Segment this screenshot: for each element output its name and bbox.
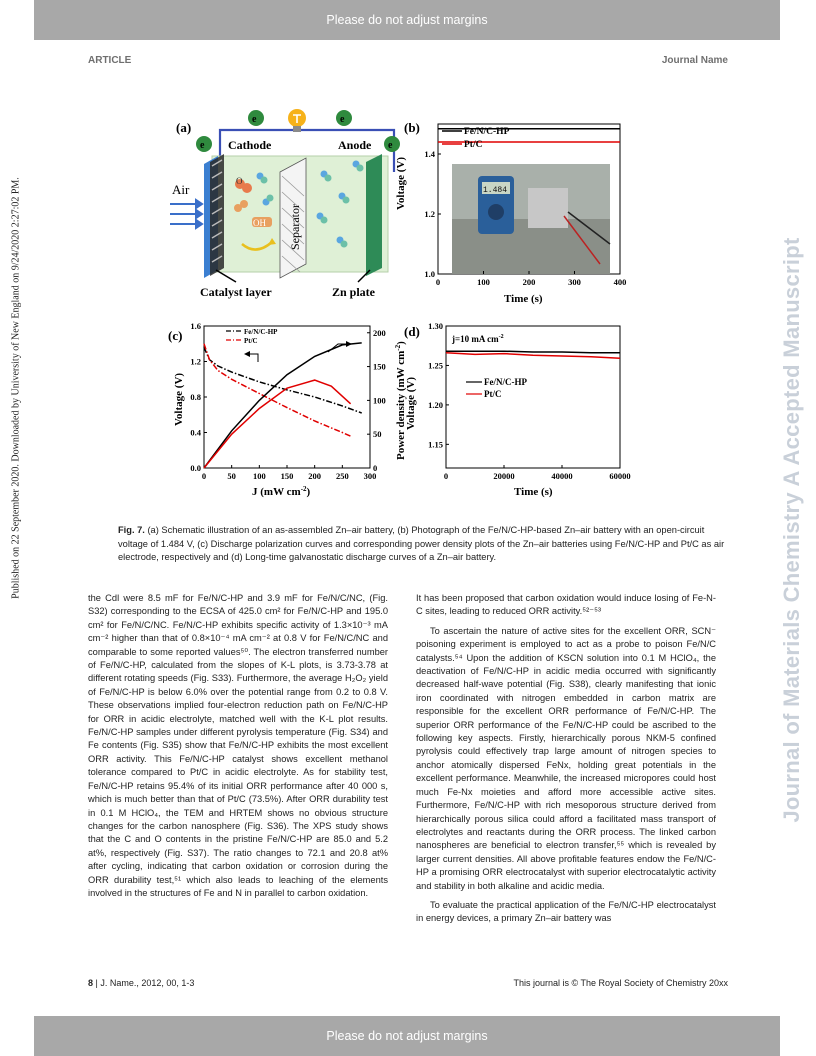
x-tick-label: 100	[252, 471, 266, 481]
electron-label-1: e	[252, 114, 257, 125]
y-tick-label: 1.2	[424, 209, 435, 219]
header-article: ARTICLE	[88, 55, 132, 66]
axis-arrow-left	[250, 354, 258, 362]
side-publication-note	[2, 88, 30, 688]
y-tick-label: 1.20	[428, 399, 443, 410]
x-tick-label: 60000	[609, 471, 631, 481]
y2-tick-label: 0	[373, 463, 378, 473]
electron-label-4: e	[388, 140, 393, 151]
footer-left	[88, 978, 194, 988]
air-label: Air	[172, 182, 190, 197]
y-tick-label: 0.0	[190, 463, 201, 473]
page-footer	[88, 978, 728, 988]
panel-c-xlabel: J (mW $cm^{-2}$)	[252, 485, 311, 498]
banner-text: Please do not adjust margins	[326, 13, 488, 27]
electron-label-2: e	[340, 114, 345, 125]
publication-note-text: Published on 22 September 2020. Downloaded by University of New England on 9/24/2020 2:27:02 PM.	[10, 177, 22, 599]
figure-caption	[118, 524, 728, 565]
panel-d-annotation: j=10 mA $cm^{-2}$	[452, 334, 504, 344]
panel-c-legend	[226, 328, 278, 345]
running-header	[88, 55, 728, 66]
panel-d-frame	[446, 326, 620, 468]
legend-b-fe: Fe/N/C-HP	[464, 127, 510, 137]
y-tick-label: 1.4	[424, 149, 435, 159]
legend-c-pt: Pt/C	[244, 337, 258, 345]
series-d-1	[446, 353, 620, 359]
separator-label: Separator	[288, 204, 302, 250]
meter-reading: 1.484	[483, 186, 508, 195]
x-tick-label: 300	[363, 471, 377, 481]
right-paragraph-1: It has been proposed that carbon oxidation would induce losing of Fe-N-C sites, leading to reduced ORR activity.⁵²⁻⁵³	[416, 593, 716, 617]
panel-c-label: (c)	[168, 328, 183, 343]
panel-d-ylabel: Voltage (V)	[405, 376, 417, 430]
footer-journal-ref: | J. Name., 2012, 00, 1-3	[93, 978, 195, 988]
anode-label: Anode	[338, 138, 372, 152]
side-watermark	[772, 140, 812, 920]
y-tick-label: 0.8	[190, 392, 201, 402]
panel-d-xlabel: Time (s)	[514, 486, 553, 498]
y-tick-label: 1.15	[428, 439, 443, 450]
panel-c-ylabel-left: Voltage (V)	[173, 372, 185, 426]
right-paragraph-3: To evaluate the practical application of the Fe/N/C-HP electrocatalyst in energy devices, a primary Zn–air battery was	[416, 899, 716, 924]
page-number: 8	[88, 978, 94, 988]
left-paragraph: the Cdl were 8.5 mF for Fe/N/C-HP and 3.9 mF for Fe/N/C/NC, (Fig. S32) corresponding to the ECSA of 425.0 cm² for Fe/N/C-HP and 195.0 cm² for Fe/N/C/NC. Fe/N/C-HP exhibits specific activity of 1.3×10⁻³ mA cm⁻² higher than that of 0.8×10⁻⁴ mA cm⁻² at 0.8 V for Fe/N/C/NC and comparable to some reported values⁵⁰. The electron transferred number of Fe/N/C-HP, calculated from the slopes of K-L plots, is 3.73-3.78 at different rotating speeds (Fig. S33). Furthermore, the average H₂O₂ yield of Fe/N/C-HP is below 6.0% over the potential range from 0.2 to 0.8 V. These observations implied four-electron reduction path on Fe/N/C-HP for ORR in acidic electrolyte, matched well with the K-L plot results. Fe/N/C-HP samples under different pyrolysis temperature (Fig. S34) and Fe contents (Fig. S35) show that Fe/N/C-HP exhibits the most excellent ORR activity. This Fe/N/C-HP catalyst shows excellent methanol tolerance compared to Pt/C in acidic electrolyte. As for stability test, Fe/N/C-HP retains 95.4% of its initial ORR performance after 40 000 s, which is much better than that of Pt/C (73.5%). After ORR durability test in 0.1 M HClO₄, the TEM and HRTEM shows no obvious structure changes for the carbon nanosphere (Fig. S36). The XPS study shows that the C and O contents in the pristine Fe/N/C-HP are 85.0 and 5.2 at%, respectively (Fig. S37). The ratio changes to 72.1 and 20.8 at% after cycling, indicating that carbon oxidation or corrosion during the ORR durability test,⁵¹ which also leads to leaching of the elements involved in the structures of Fe and N in parallel to carbon oxidation.	[88, 593, 388, 898]
x-tick-label: 100	[477, 277, 490, 287]
legend-d-pt: Pt/C	[484, 389, 502, 399]
banner-text-bottom: Please do not adjust margins	[326, 1029, 488, 1043]
zn-plate	[366, 154, 382, 276]
right-paragraph-2: To ascertain the nature of active sites for the excellent ORR, SCN⁻ poisoning experiment is employed to act as a probe to poison Fe/N/C catalysts.⁵⁴ Upon the addition of KSCN solution into 0.1 M HClO₄, the deactivation of Fe/N/C-HP in acidic media occurred with significantly decreased half-wave potential (Fig. S38), clearly manifesting that ionic iron coordinated with nitrogen embedded in carbon matrix are responsible for the excellent ORR performance of Fe/N/C-HP. The superior ORR performance of the Fe/N/C-HP could be ascribed to the following key aspects. Firstly, hierarchically porous NKM-5 confined pyrolysis could effectively trap large amount of nitrogen species to anchor atomically dispersed FeNx, holding great potentials in the excellent performance. Meanwhile, the increased micropores could host much Fe-Nx moieties and afford more accessible active sites. Furthermore, Fe/N/C-HP with rich mesoporous structure derived from hierarchically porous silica could afford a facilitated mass transport of electrolytes and reactants during the ORR process. The linked carbon nanospheres are beneficial to electron transfer,⁵⁵ which is revealed by larger current densities. All above profitable features endow the Fe/N/C-HP a promising ORR electrocatalyst with superior electrocatalytic activity and stability in both alkaline and acidic media.	[416, 625, 716, 891]
top-margin-banner	[34, 0, 780, 40]
x-tick-label: 400	[613, 277, 627, 287]
x-tick-label: 200	[308, 471, 322, 481]
x-tick-label: 150	[280, 471, 294, 481]
battery-cell-photo	[528, 188, 568, 228]
series-c-1	[204, 344, 351, 436]
panel-b-label: (b)	[404, 120, 420, 135]
panel-a	[170, 109, 400, 299]
y-tick-label: 1.0	[424, 269, 435, 279]
panel-b	[395, 120, 626, 305]
panel-c-axes	[190, 321, 385, 481]
x-tick-label: 50	[227, 471, 236, 481]
series-d-0	[446, 351, 620, 353]
figure-svg	[160, 104, 648, 504]
panel-d-axes	[428, 321, 631, 481]
figure-7	[160, 104, 648, 504]
series-c-3	[204, 380, 351, 468]
catalyst-layer-label: Catalyst layer	[200, 285, 272, 299]
x-tick-label: 40000	[551, 471, 573, 481]
x-tick-label: 0	[201, 471, 207, 481]
legend-b-pt: Pt/C	[464, 140, 483, 150]
air-arrows	[170, 200, 202, 228]
x-tick-label: 300	[568, 277, 581, 287]
y-tick-label: 1.2	[190, 356, 201, 367]
y2-tick-label: 100	[373, 395, 386, 406]
panel-c-frame	[204, 326, 370, 468]
x-tick-label: 20000	[493, 471, 515, 481]
right-column	[416, 592, 716, 926]
y2-tick-label: 50	[373, 429, 382, 440]
header-journal-name: Journal Name	[661, 55, 728, 66]
legend-c-fe: Fe/N/C-HP	[244, 328, 278, 336]
series-c-0	[204, 347, 362, 413]
caption-text: (a) Schematic illustration of an as-assembled Zn–air battery, (b) Photograph of the Fe/N/C-HP-based Zn–air battery with an open-circuit voltage of 1.484 V, (c) Discharge polarization curves and corresponding power density plots of the Zn–air batteries using Fe/N/C-HP and Pt/C as air electrode, respectively and (d) Long-time galvanostatic discharge curves of a Zn–air battery.	[118, 525, 725, 562]
y-tick-label: 0.4	[190, 427, 201, 438]
electron-label-3: e	[200, 140, 205, 151]
watermark-text: Journal of Materials Chemistry A Accepted Manuscript	[779, 237, 804, 823]
o2-label: O	[236, 176, 243, 186]
legend-d-fe: Fe/N/C-HP	[484, 377, 527, 387]
footer-copyright: This journal is © The Royal Society of Chemistry 20xx	[513, 978, 728, 988]
x-tick-label: 250	[335, 471, 349, 481]
panel-c	[168, 321, 407, 498]
panel-a-label: (a)	[176, 120, 192, 135]
y-tick-label: 1.30	[428, 321, 443, 331]
panel-d-legend	[466, 377, 527, 399]
caption-label: Fig. 7.	[118, 525, 145, 535]
x-tick-label: 200	[522, 277, 536, 287]
zn-plate-label: Zn plate	[332, 285, 376, 299]
y-tick-label: 1.25	[428, 360, 443, 371]
y2-tick-label: 200	[373, 327, 386, 338]
left-column	[88, 592, 388, 900]
panel-c-ylabel-right: Power density (mW $cm^{-2}$)	[394, 341, 407, 460]
y2-tick-label: 150	[373, 361, 386, 372]
bottom-margin-banner	[34, 1016, 780, 1056]
y-tick-label: 1.6	[190, 321, 201, 331]
panel-b-ylabel: Voltage (V)	[395, 156, 407, 210]
oh-label: OH	[253, 218, 266, 228]
x-tick-label: 0	[443, 471, 449, 481]
panel-b-legend	[442, 127, 510, 150]
panel-d-label: (d)	[404, 324, 420, 339]
panel-d	[404, 321, 631, 498]
cathode-label: Cathode	[228, 138, 272, 152]
panel-b-xlabel: Time (s)	[504, 293, 543, 305]
x-tick-label: 0	[435, 277, 441, 287]
